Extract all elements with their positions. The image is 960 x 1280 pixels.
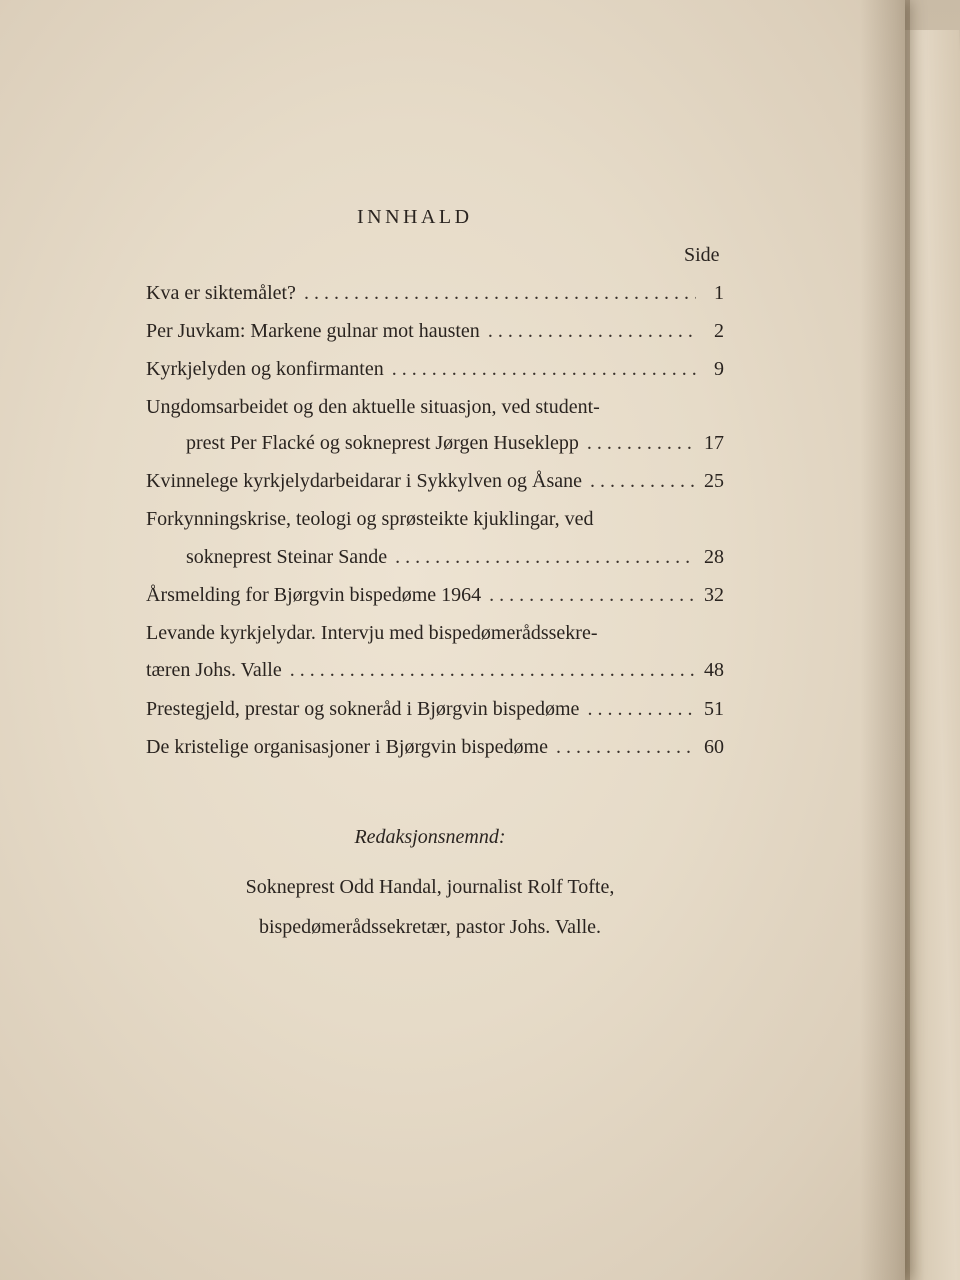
toc-entry-title: Levande kyrkjelydar. Intervju med bispedømerådssekre- xyxy=(146,622,598,644)
toc-entry-page: 28 xyxy=(704,546,724,568)
toc-entry-title: De kristelige organisasjoner i Bjørgvin bispedøme xyxy=(146,736,548,758)
toc-entry-title-continued: prest Per Flacké og sokneprest Jørgen Huseklepp xyxy=(186,432,579,454)
toc-leader-dots xyxy=(395,546,696,569)
toc-entry xyxy=(146,282,724,312)
toc-entry-title: Kva er siktemålet? xyxy=(146,282,296,304)
editorial-board-heading: Redaksjonsnemnd: xyxy=(354,826,506,848)
toc-entry-title: Ungdomsarbeidet og den aktuelle situasjon, ved student- xyxy=(146,396,600,418)
toc-entry-page: 32 xyxy=(704,584,724,606)
toc-entry-page: 1 xyxy=(714,282,724,304)
toc-entry-page: 9 xyxy=(714,358,724,380)
toc-leader-dots xyxy=(392,358,696,381)
toc-entry-line-2 xyxy=(146,659,724,689)
toc-entry-title: Forkynningskrise, teologi og sprøsteikte kjuklingar, ved xyxy=(146,508,594,530)
editorial-board-line: bispedømerådssekretær, pastor Johs. Valle. xyxy=(258,916,602,938)
toc-title: INNHALD xyxy=(357,206,473,228)
toc-entry-title: Kvinnelege kyrkjelydarbeidarar i Sykkylven og Åsane xyxy=(146,470,582,492)
toc-entry-line-1 xyxy=(146,396,724,426)
toc-leader-dots xyxy=(590,470,696,493)
toc-entry xyxy=(146,698,724,728)
toc-entry-page: 2 xyxy=(714,320,724,342)
toc-entry-page: 48 xyxy=(704,659,724,681)
toc-entry xyxy=(146,470,724,500)
toc-entry-title-continued: sokneprest Steinar Sande xyxy=(186,546,388,568)
toc-entry-page: 25 xyxy=(704,470,724,492)
toc-leader-dots xyxy=(489,584,696,607)
toc-entry xyxy=(146,584,724,614)
toc-entry xyxy=(146,358,724,388)
page-fold-shadow xyxy=(860,0,910,1280)
toc-entry-title: Kyrkjelyden og konfirmanten xyxy=(146,358,384,380)
toc-entry-line-1 xyxy=(146,508,724,538)
toc-entry xyxy=(146,320,724,350)
toc-entry-title: Per Juvkam: Markene gulnar mot hausten xyxy=(146,320,480,342)
toc-entry-page: 51 xyxy=(704,698,724,720)
toc-leader-dots xyxy=(290,659,696,682)
toc-entry-title: Årsmelding for Bjørgvin bispedøme 1964 xyxy=(146,584,482,606)
toc-entry-title-continued: tæren Johs. Valle xyxy=(146,659,282,681)
editorial-board-line: Sokneprest Odd Handal, journalist Rolf Tofte, xyxy=(245,876,615,898)
toc-leader-dots xyxy=(587,432,696,455)
toc-leader-dots xyxy=(556,736,696,759)
toc-entry-title: Prestegjeld, prestar og sokneråd i Bjørgvin bispedøme xyxy=(146,698,580,720)
toc-leader-dots xyxy=(587,698,696,721)
toc-leader-dots xyxy=(488,320,696,343)
toc-entry-line-1 xyxy=(146,622,724,652)
toc-entry-line-2 xyxy=(186,432,724,462)
toc-entry-line-2 xyxy=(186,546,724,576)
page-column-label: Side xyxy=(684,244,720,266)
toc-entry-page: 60 xyxy=(704,736,724,758)
toc-leader-dots xyxy=(304,282,696,305)
toc-entry-page: 17 xyxy=(704,432,724,454)
toc-entry xyxy=(146,736,724,766)
